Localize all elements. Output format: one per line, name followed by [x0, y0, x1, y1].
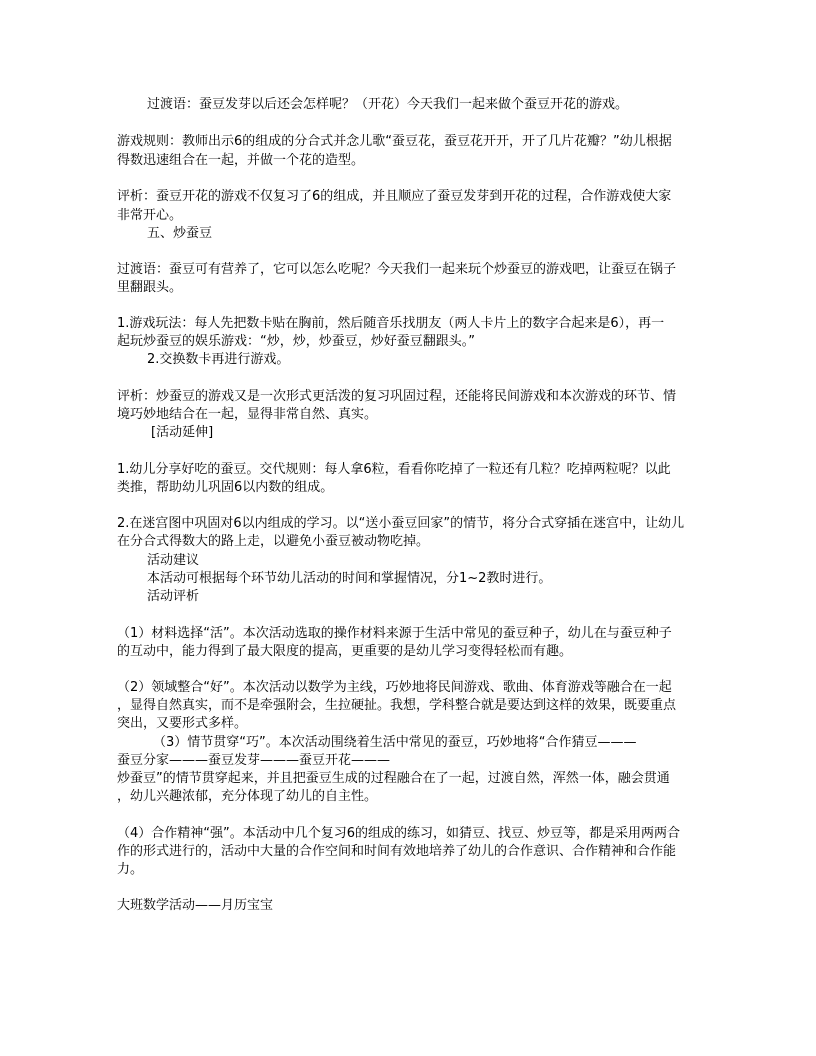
review-3-line-4: ，幼儿兴趣浓郁，充分体现了幼儿的自主性。 — [117, 789, 378, 804]
review-2-line-2: ，显得自然真实，而不是牵强附会，生拉硬扯。我想，学科整合就是要达到这样的效果，既要重点 — [117, 698, 677, 713]
play-method-line-2: 起玩炒蚕豆的娱乐游戏：“炒，炒，炒蚕豆，炒好蚕豆翻跟头。” — [117, 334, 475, 349]
next-activity-title: 大班数学活动——月历宝宝 — [117, 898, 274, 913]
review-3-line-1: （3）情节贯穿“巧”。本次活动围绕着生活中常见的蚕豆，巧妙地将“合作猜豆——— — [153, 735, 637, 750]
activity-review-heading: 活动评析 — [147, 589, 200, 604]
extension-1-line-2: 类推，帮助幼儿巩固6以内数的组成。 — [117, 480, 334, 495]
comment-line-2: 非常开心。 — [117, 208, 183, 223]
play-method-line-1: 1.游戏玩法：每人先把数卡贴在胸前，然后随音乐找朋友（两人卡片上的数字合起来是6），再一 — [117, 316, 665, 331]
review-2-line-3: 突出，又要形式多样。 — [117, 716, 248, 731]
transition-text-2-line-1: 过渡语：蚕豆可有营养了，它可以怎么吃呢？今天我们一起来玩个炒蚕豆的游戏吧，让蚕豆在锅子 — [117, 262, 677, 277]
review-4-line-1: （4）合作精神“强”。本活动中几个复习6的组成的练习，如猜豆、找豆、炒豆等，都是采用两两合 — [117, 826, 681, 841]
activity-suggestion-text: 本活动可根据每个环节幼儿活动的时间和掌握情况，分1~2教时进行。 — [147, 571, 552, 586]
review-3-line-2: 蚕豆分家———蚕豆发芽———蚕豆开花——— — [117, 753, 391, 768]
review-4-line-3: 力。 — [117, 862, 144, 877]
game-rule-line-1: 游戏规则：教师出示6的组成的分合式并念儿歌“蚕豆花，蚕豆花开开，开了几片花瓣？”幼儿根据 — [117, 134, 672, 149]
comment-2-line-2: 境巧妙地结合在一起，显得非常自然、真实。 — [117, 407, 378, 422]
transition-text-2-line-2: 里翻跟头。 — [117, 280, 183, 295]
section-heading-fry-beans: 五、炒蚕豆 — [147, 226, 213, 241]
activity-suggestion-heading: 活动建议 — [147, 553, 200, 568]
review-1-line-2: 的互动中，能力得到了最大限度的提高，更重要的是幼儿学习变得轻松而有趣。 — [117, 644, 573, 659]
review-1-line-1: （1）材料选择“活”。本次活动选取的操作材料来源于生活中常见的蚕豆种子，幼儿在与蚕豆种子 — [117, 626, 672, 641]
transition-text-1: 过渡语：蚕豆发芽以后还会怎样呢？（开花）今天我们一起来做个蚕豆开花的游戏。 — [147, 97, 629, 112]
comment-line-1: 评析：蚕豆开花的游戏不仅复习了6的组成，并且顺应了蚕豆发芽到开花的过程，合作游戏使大家 — [117, 189, 672, 204]
extension-2-line-2: 在分合式得数大的路上走，以避免小蚕豆被动物吃掉。 — [117, 534, 430, 549]
review-4-line-2: 作的形式进行的，活动中大量的合作空间和时间有效地培养了幼儿的合作意识、合作精神和合作能 — [117, 844, 677, 859]
extension-2-line-1: 2.在迷宫图中巩固对6以内组成的学习。以“送小蚕豆回家”的情节，将分合式穿插在迷宫中，让幼儿 — [117, 516, 685, 531]
activity-extension-heading: [活动延伸] — [151, 425, 214, 440]
extension-1-line-1: 1.幼儿分享好吃的蚕豆。交代规则：每人拿6粒，看看你吃掉了一粒还有几粒？吃掉两粒呢？以此 — [117, 462, 671, 477]
comment-2-line-1: 评析：炒蚕豆的游戏又是一次形式更活泼的复习巩固过程，还能将民间游戏和本次游戏的环节、情 — [117, 389, 677, 404]
review-2-line-1: （2）领域整合“好”。本次活动以数学为主线，巧妙地将民间游戏、歌曲、体育游戏等融合在一起 — [117, 680, 672, 695]
review-3-line-3: 炒蚕豆”的情节贯穿起来，并且把蚕豆生成的过程融合在了一起，过渡自然，浑然一体，融会贯通 — [117, 771, 670, 786]
play-method-line-3: 2.交换数卡再进行游戏。 — [147, 352, 290, 367]
game-rule-line-2: 得数迅速组合在一起，并做一个花的造型。 — [117, 153, 365, 168]
